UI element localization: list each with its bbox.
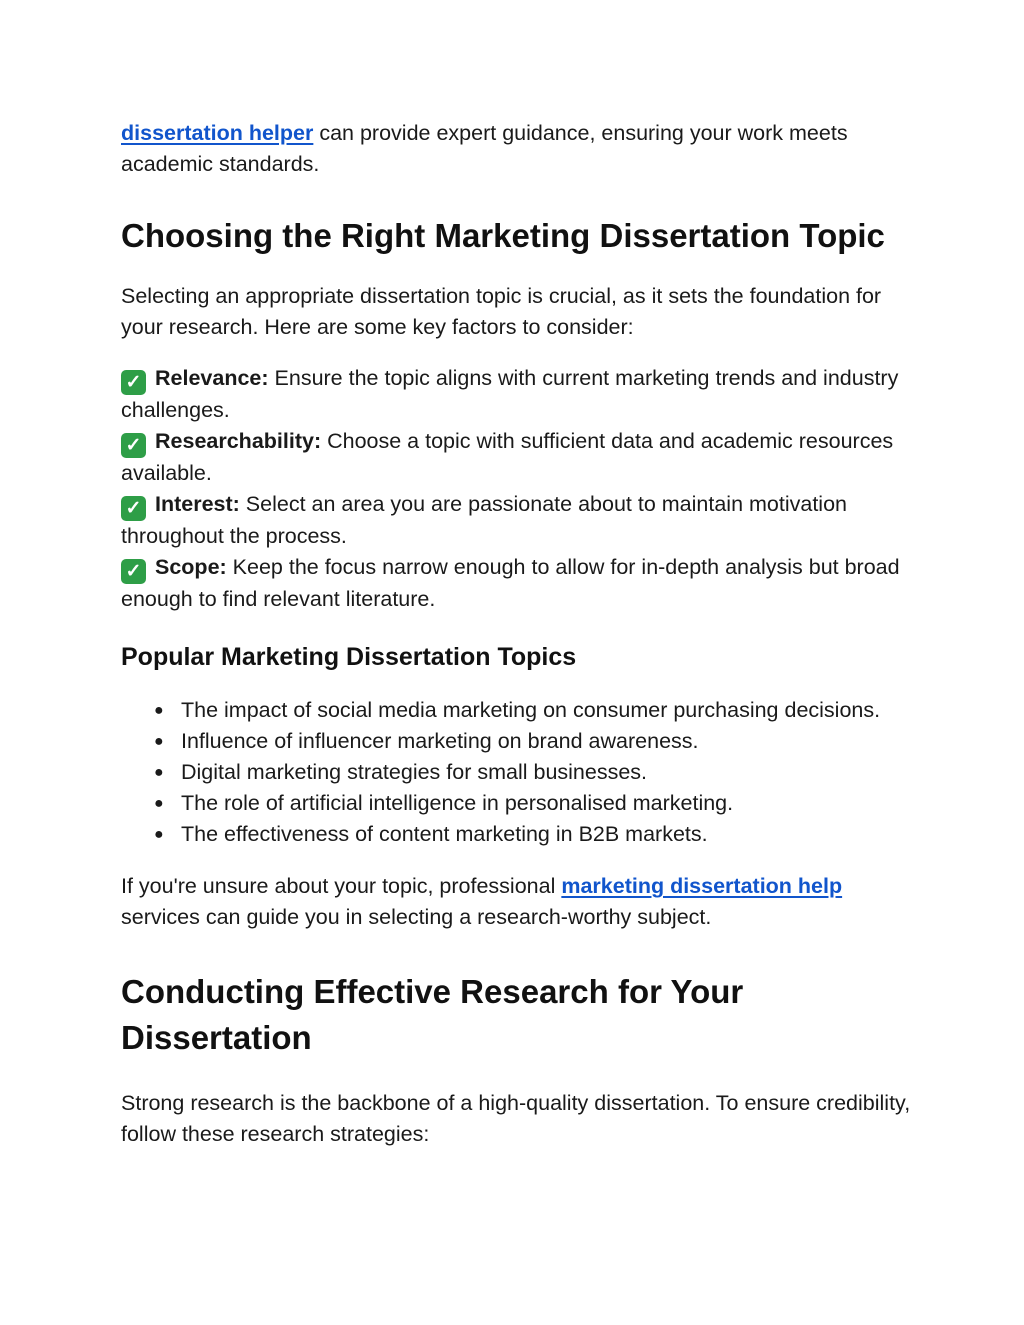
list-item bbox=[154, 695, 911, 726]
check-mark-icon: ✓ bbox=[121, 433, 146, 458]
bullet-icon: ● bbox=[154, 702, 164, 719]
dissertation-helper-link[interactable]: dissertation helper bbox=[121, 121, 314, 145]
guidance-text-after: services can guide you in selecting a research-worthy subject. bbox=[121, 905, 712, 929]
key-factors-list bbox=[121, 363, 911, 615]
check-mark-icon: ✓ bbox=[121, 559, 146, 584]
topic-text: The role of artificial intelligence in personalised marketing. bbox=[181, 791, 734, 815]
factor-label: Relevance: bbox=[155, 366, 269, 390]
topic-text: Digital marketing strategies for small businesses. bbox=[181, 760, 648, 784]
factor-text: Choose a topic with sufficient data and academic resources available. bbox=[121, 429, 894, 485]
research-intro-paragraph: Strong research is the backbone of a high-quality dissertation. To ensure credibility, follow these research strategies: bbox=[121, 1091, 911, 1146]
list-item bbox=[154, 726, 911, 757]
document-page bbox=[121, 118, 911, 1150]
list-item bbox=[154, 757, 911, 788]
factor-scope bbox=[121, 552, 911, 615]
factor-label: Scope: bbox=[155, 555, 227, 579]
intro-text: can provide expert guidance, ensuring your work meets academic standards. bbox=[121, 121, 848, 176]
factor-researchability bbox=[121, 426, 911, 489]
bullet-icon: ● bbox=[154, 826, 164, 843]
topic-guidance-paragraph bbox=[121, 871, 911, 933]
topic-text: The effectiveness of content marketing in B2B markets. bbox=[181, 822, 708, 846]
heading-conducting-research: Conducting Effective Research for Your Dissertation bbox=[121, 973, 744, 1056]
bullet-icon: ● bbox=[154, 795, 164, 812]
guidance-text-before: If you're unsure about your topic, professional bbox=[121, 874, 562, 898]
factor-text: Select an area you are passionate about to maintain motivation throughout the process. bbox=[121, 492, 847, 548]
selecting-topic-paragraph: Selecting an appropriate dissertation topic is crucial, as it sets the foundation for your research. Here are some key factors to consider: bbox=[121, 284, 882, 339]
factor-text: Ensure the topic aligns with current marketing trends and industry challenges. bbox=[121, 366, 899, 422]
popular-topics-list bbox=[121, 695, 911, 850]
factor-label: Researchability: bbox=[155, 429, 322, 453]
factor-label: Interest: bbox=[155, 492, 240, 516]
heading-choosing-topic: Choosing the Right Marketing Dissertation Topic bbox=[121, 217, 885, 254]
bullet-icon: ● bbox=[154, 764, 164, 781]
list-item bbox=[154, 819, 911, 850]
bullet-icon: ● bbox=[154, 733, 164, 750]
factor-relevance bbox=[121, 363, 911, 426]
marketing-dissertation-help-link[interactable]: marketing dissertation help bbox=[561, 874, 843, 898]
factor-text: Keep the focus narrow enough to allow for in-depth analysis but broad enough to find relevant literature. bbox=[121, 555, 900, 611]
check-mark-icon: ✓ bbox=[121, 370, 146, 395]
intro-paragraph bbox=[121, 118, 911, 180]
topic-text: Influence of influencer marketing on brand awareness. bbox=[181, 729, 699, 753]
factor-interest bbox=[121, 489, 911, 552]
list-item bbox=[154, 788, 911, 819]
heading-popular-topics: Popular Marketing Dissertation Topics bbox=[121, 643, 577, 671]
check-mark-icon: ✓ bbox=[121, 496, 146, 521]
topic-text: The impact of social media marketing on consumer purchasing decisions. bbox=[181, 698, 881, 722]
